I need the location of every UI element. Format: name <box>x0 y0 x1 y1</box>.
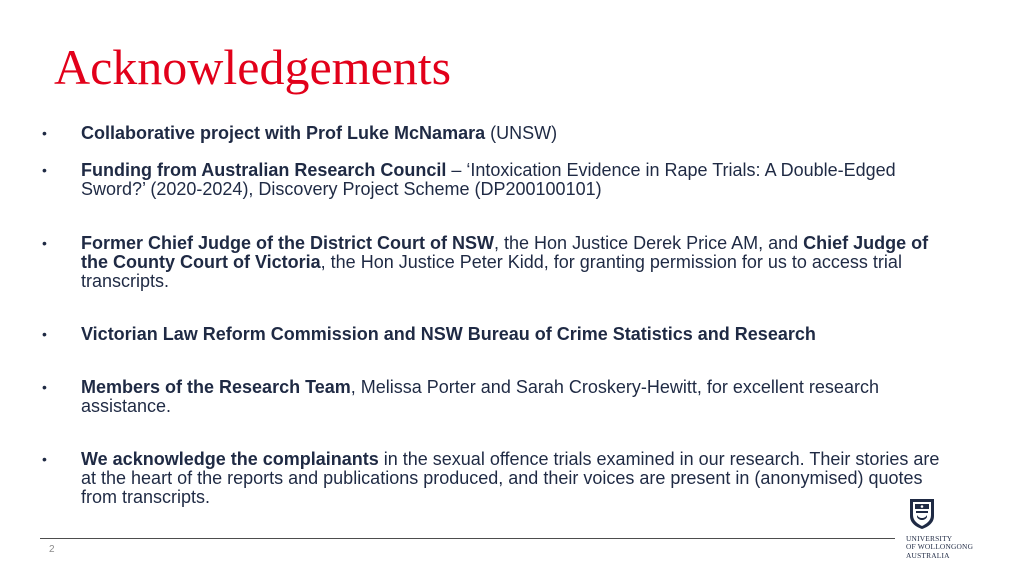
bullet-item <box>40 378 940 416</box>
footer-divider <box>40 538 895 539</box>
bullet-item <box>40 234 940 291</box>
bullet-item <box>40 124 940 143</box>
university-crest-icon <box>909 498 935 530</box>
page-number: 2 <box>49 544 55 555</box>
bullet-marker: • <box>42 379 47 395</box>
bullet-marker: • <box>42 125 47 141</box>
bullet-text: Victorian Law Reform Commission and NSW Bureau of Crime Statistics and Research <box>81 324 816 344</box>
bullet-text: Former Chief Judge of the District Court of NSW, the Hon Justice Derek Price AM, and Chief Judge of the County Court of Victoria, the Hon Justice Peter Kidd, for granting permission for us to access trial transcripts. <box>81 233 929 291</box>
bullet-text: We acknowledge the complainants in the sexual offence trials examined in our research. Their stories are at the heart of the reports and publications produced, and their voices are present in (anonymised) quotes from transcripts. <box>81 449 940 507</box>
bullet-item <box>40 450 940 507</box>
bullet-item <box>40 325 940 344</box>
bullet-marker: • <box>42 162 47 178</box>
bullet-marker: • <box>42 451 47 467</box>
bullet-marker: • <box>42 235 47 251</box>
bullet-text: Members of the Research Team, Melissa Porter and Sarah Croskery-Hewitt, for excellent research assistance. <box>81 377 879 416</box>
acknowledgements-list <box>40 124 940 507</box>
bullet-text: Funding from Australian Research Council – ‘Intoxication Evidence in Rape Trials: A Double-Edged Sword?’ (2020-2024), Discovery Project Scheme (DP200100101) <box>81 160 896 199</box>
bullet-item <box>40 161 940 199</box>
bullet-text: Collaborative project with Prof Luke McNamara (UNSW) <box>81 123 558 143</box>
university-name: UNIVERSITY OF WOLLONGONG AUSTRALIA <box>906 534 974 560</box>
slide-title: Acknowledgements <box>54 39 452 95</box>
bullet-marker: • <box>42 326 47 342</box>
university-logo <box>906 498 992 560</box>
